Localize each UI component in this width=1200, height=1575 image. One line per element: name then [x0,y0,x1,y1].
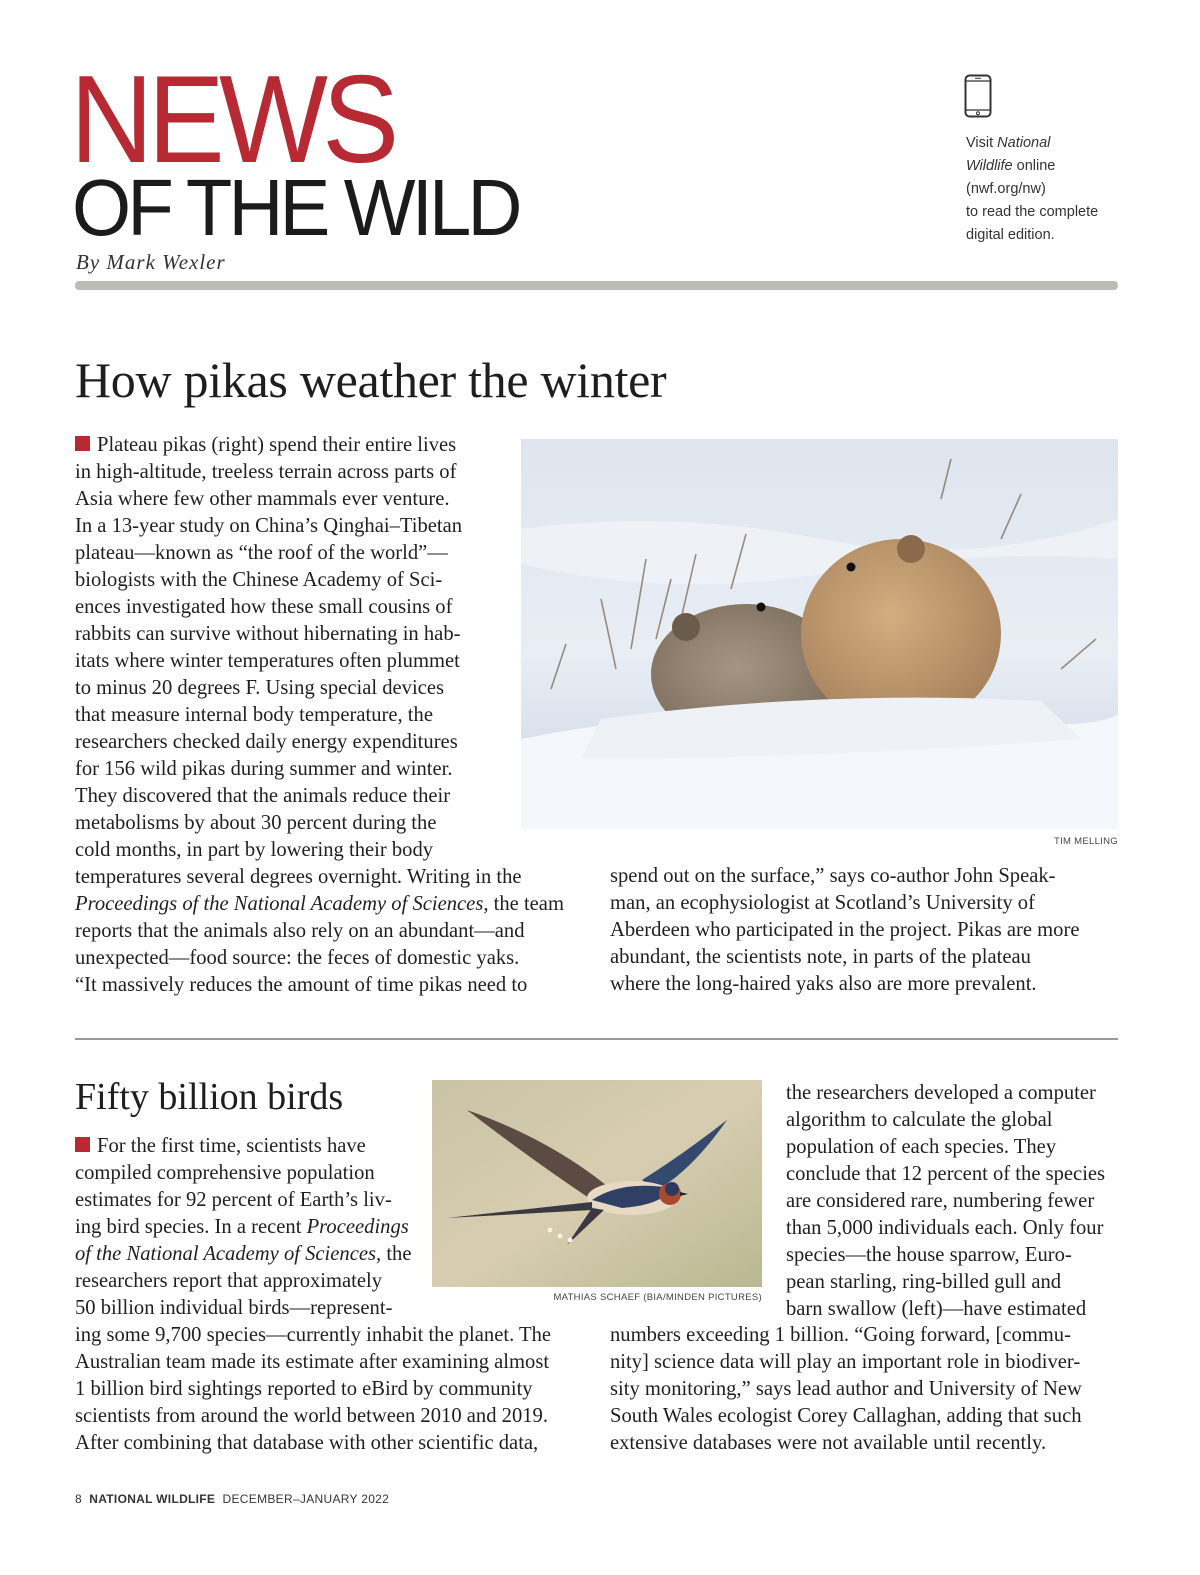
body-line: sity monitoring,” says lead author and University of New [610,1378,1082,1400]
visit-line: digital edition. [966,227,1055,243]
birds-body-left-bottom [75,1322,551,1457]
birds-body-right-top [786,1080,1105,1323]
body-line: ences investigated how these small cousins of [75,596,453,618]
birds-body-right-bottom [610,1322,1082,1457]
body-line: in high-altitude, treeless terrain across parts of [75,461,457,483]
body-line: where the long-haired yaks also are more prevalent. [610,973,1037,995]
body-line: Plateau pikas (right) spend their entire lives [75,432,564,459]
body-line: For the first time, scientists have [75,1133,411,1160]
body-line: 1 billion bird sightings reported to eBird by community [75,1378,533,1400]
photo-credit: MATHIAS SCHAEF (BIA/MINDEN PICTURES) [553,1292,762,1303]
body-line: After combining that database with other scientific data, [75,1432,539,1454]
body-line: “It massively reduces the amount of time pikas need to [75,974,528,996]
body-line: are considered rare, numbering fewer [786,1190,1095,1212]
body-line: barn swallow (left)—have estimated [786,1298,1087,1320]
body-line: scientists from around the world between 2010 and 2019. [75,1405,548,1427]
body-line: algorithm to calculate the global [786,1109,1053,1131]
magazine-name: NATIONAL WILDLIFE [89,1492,216,1506]
birds-headline: Fifty billion birds [75,1076,344,1118]
pikas-body-left [75,432,564,999]
body-line: ing some 9,700 species—currently inhabit the planet. The [75,1324,552,1346]
body-line: researchers report that approximately [75,1270,383,1292]
issue-date: DECEMBER–JANUARY 2022 [222,1492,390,1506]
body-line: itats where winter temperatures often plummet [75,650,460,672]
visit-line: (nwf.org/nw) [966,181,1046,197]
body-line: temperatures several degrees overnight. Writing in the [75,866,522,888]
body-line: 50 billion individual birds—represent- [75,1297,393,1319]
body-line: the researchers developed a computer [786,1082,1096,1104]
body-line: Aberdeen who participated in the project. Pikas are more [610,919,1080,941]
body-line: than 5,000 individuals each. Only four [786,1217,1104,1239]
body-line: plateau—known as “the roof of the world”— [75,542,448,564]
body-line: nity] science data will play an important role in biodiver- [610,1351,1081,1373]
birds-body-left-top [75,1133,411,1322]
body-line: Proceedings of the National Academy of Sciences, the team [75,893,564,915]
page-number: 8 [75,1492,82,1506]
masthead-news: NEWS [70,51,394,189]
body-line: Australian team made its estimate after examining almost [75,1351,550,1373]
body-line: population of each species. They [786,1136,1057,1158]
pikas-headline: How pikas weather the winter [75,352,667,408]
body-line: biologists with the Chinese Academy of Sci- [75,569,443,591]
byline: By Mark Wexler [76,250,226,274]
body-line: compiled comprehensive population [75,1162,375,1184]
body-line: estimates for 92 percent of Earth’s liv- [75,1189,392,1211]
visit-line: Visit National [966,135,1051,151]
body-line: reports that the animals also rely on an abundant—and [75,920,525,942]
section-marker-square [75,1137,90,1152]
body-line: man, an ecophysiologist at Scotland’s University of [610,892,1035,914]
masthead-of-the-wild: OF THE WILD [72,163,519,252]
barn-swallow-photo [432,1080,762,1287]
body-line: numbers exceeding 1 billion. “Going forward, [commu- [610,1324,1071,1346]
body-line: researchers checked daily energy expenditures [75,731,458,753]
photo-credit: TIM MELLING [1053,836,1118,847]
body-line: metabolisms by about 30 percent during the [75,812,437,834]
visit-line: to read the complete [966,204,1099,220]
phone-icon [964,74,992,118]
body-line: cold months, in part by lowering their body [75,839,434,861]
body-line: spend out on the surface,” says co-author John Speak- [610,865,1056,887]
body-line: abundant, the scientists note, in parts of the plateau [610,946,1031,968]
body-line: to minus 20 degrees F. Using special devices [75,677,444,699]
body-line: pean starling, ring-billed gull and [786,1271,1062,1293]
page-footer [75,1492,389,1506]
body-line: They discovered that the animals reduce their [75,785,451,807]
visit-line: Wildlife online [966,158,1056,174]
section-marker-square [75,436,90,451]
body-line: conclude that 12 percent of the species [786,1163,1106,1185]
pikas-body-right [610,863,1079,998]
visit-online-note [966,132,1141,247]
body-line: In a 13-year study on China’s Qinghai–Tibetan [75,515,463,537]
body-line: extensive databases were not available until recently. [610,1432,1047,1454]
body-line: rabbits can survive without hibernating in hab- [75,623,461,645]
body-line: species—the house sparrow, Euro- [786,1244,1072,1266]
header-rule [75,281,1118,290]
body-line: South Wales ecologist Corey Callaghan, adding that such [610,1405,1082,1427]
body-line: ing bird species. In a recent Proceedings [75,1216,409,1238]
body-line: unexpected—food source: the feces of domestic yaks. [75,947,520,969]
body-line: Asia where few other mammals ever venture. [75,488,450,510]
body-line: of the National Academy of Sciences, the [75,1243,412,1265]
body-line: for 156 wild pikas during summer and winter. [75,758,453,780]
pika-photo [521,439,1118,829]
section-divider [75,1038,1118,1040]
body-line: that measure internal body temperature, the [75,704,433,726]
